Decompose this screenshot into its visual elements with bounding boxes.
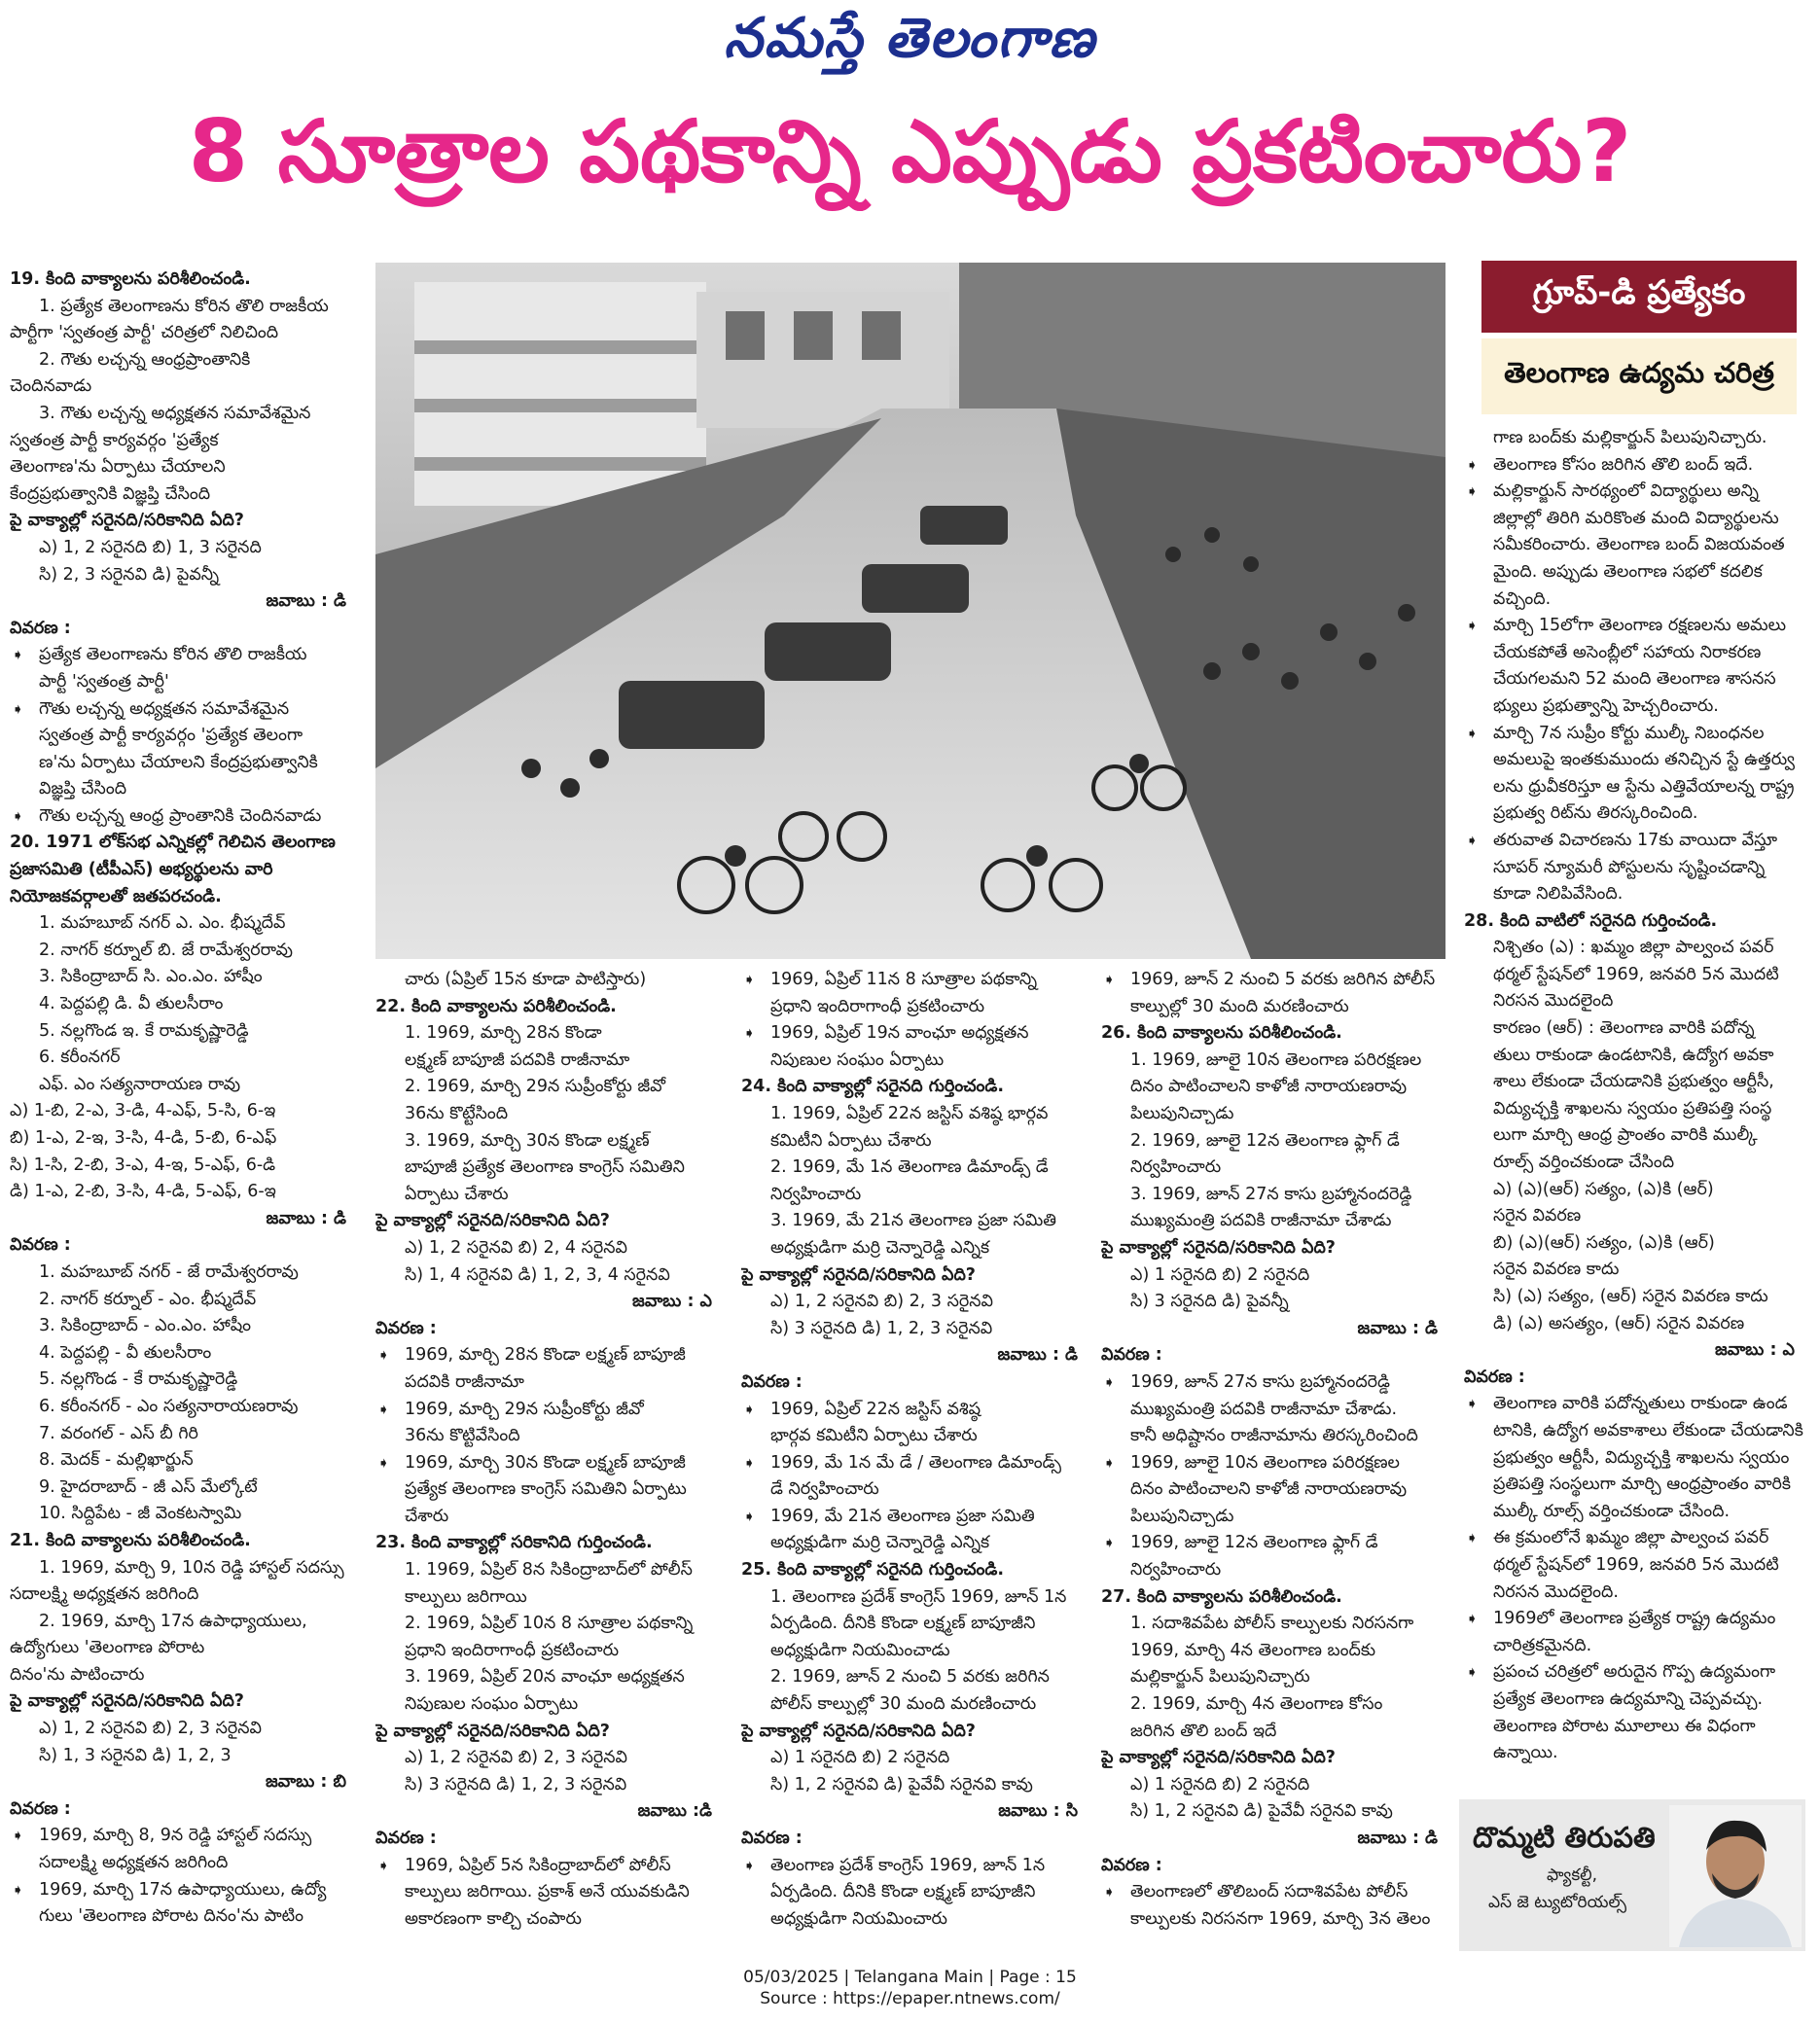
text-line: పై వాక్యాల్లో సరైనది/సరికానిది ఏది? (10, 1691, 244, 1712)
text-line: ➧ 1969, ఏప్రిల్ 11న 8 సూత్రాల పథకాన్ని (741, 967, 1093, 994)
text-line: 9. హైదరాబాద్ - జీ ఎస్ మేల్కోటే (39, 1476, 258, 1497)
text-line: ప్రజాసమితి (టీపీఎస్) అభ్యర్థులను వారి (10, 860, 273, 880)
text-line: 3. 1969, జూన్ 27న కాసు బ్రహ్మానందరెడ్డి (1130, 1184, 1412, 1204)
text-line: నియోజకవర్గాలతో జతపరచండి. (10, 886, 222, 906)
text-line: ఎ) 1 సరైనది బి) 2 సరైనది (770, 1748, 950, 1768)
text-line: అకారణంగా కాల్చి చంపారు (405, 1908, 582, 1929)
text-line: సమీకరించారు. తెలంగాణ బంద్ విజయవంత (1493, 535, 1785, 555)
text-line: 5. నల్లగొండ ఇ. కే రామకృష్ణారెడ్డి (39, 1020, 249, 1041)
text-line: జవాబు : డి (266, 1208, 346, 1228)
text-line: మల్లికార్జున్ పిలుపునిచ్చారు (1130, 1667, 1310, 1688)
text-line: ప్రతిపత్తి సంస్థలుగా మార్చి ఆంధ్రప్రాంతం వారికి (1493, 1474, 1792, 1495)
text-line: 2. 1969, జూలై 12న తెలంగాణ ఫ్లాగ్ డే (1130, 1130, 1400, 1151)
text-line: ఎ) 1, 2 సరైనవి బి) 2, 3 సరైనవి (405, 1748, 627, 1768)
text-line: అధ్యక్షుడిగా మర్రి చెన్నారెడ్డి ఎన్నిక (770, 1533, 990, 1553)
text-line: 2. 1969, మార్చి 29న సుప్రీంకోర్టు జీవో (405, 1077, 666, 1097)
text-line: 1969, మార్చి 4న తెలంగాణ బంద్‌కు (1130, 1640, 1376, 1660)
text-line: విజ్ఞప్తి చేసింది (39, 779, 127, 799)
text-line: తెలంగాణ'ను ఏర్పాటు చేయాలని (10, 457, 226, 478)
text-line: ➧ తెలంగాణ ప్రదేశ్ కాంగ్రెస్ 1969, జూన్ 1న (741, 1853, 1093, 1880)
text-line: 10. సిద్దిపేట - జీ వెంకటస్వామి (39, 1504, 242, 1524)
text-line: ➧ 1969, మార్చి 29న సుప్రీంకోర్టు జీవో (375, 1397, 728, 1424)
text-line: సదాలక్ష్మి అధ్యక్షతన జరిగింది (39, 1853, 229, 1873)
footer-source: Source : https://epaper.ntnews.com/ (760, 1989, 1060, 2008)
text-line: కాల్పులకు నిరసనగా 1969, మార్చి 3న తెలం (1130, 1908, 1431, 1929)
text-line: సరైన వివరణ కాదు (1493, 1260, 1620, 1280)
text-line: టానికి, ఉద్యోగ అవకాశాలు లేకుండా చేయడానికి (1493, 1420, 1803, 1440)
text-line: ➧ 1969, జూలై 12న తెలంగాణ ఫ్లాగ్ డే (1101, 1530, 1453, 1557)
text-line: ➧ 1969, జూన్ 2 నుంచి 5 వరకు జరిగిన పోలీస్ (1101, 967, 1453, 994)
text-line: 2. 1969, మార్చి 17న ఉపాధ్యాయులు, (39, 1611, 307, 1631)
text-line: 3. 1969, మే 21న తెలంగాణ ప్రజా సమితి (770, 1211, 1056, 1231)
text-line: 26. కింది వాక్యాలను పరిశీలించండి. (1101, 1023, 1342, 1044)
text-line: చారిత్రకమైనది. (1493, 1635, 1592, 1655)
headline: 8 సూత్రాల పథకాన్ని ఎప్పుడు ప్రకటించారు? (188, 101, 1632, 201)
text-line: బి) (ఎ)(ఆర్) సత్యం, (ఎ)కి (ఆర్) (1493, 1232, 1715, 1253)
text-line: వివరణ : (1101, 1855, 1162, 1875)
text-line: వచ్చింది. (1493, 588, 1552, 609)
text-line: గులు 'తెలంగాణ పోరాట దినం'ను పాటిం (39, 1906, 304, 1927)
text-line: తెలంగాణ పోరాట మూలాలు ఈ విధంగా (1493, 1716, 1756, 1736)
text-line: 3. 1969, ఏప్రిల్ 20న వాంఛూ అధ్యక్షతన (405, 1667, 685, 1688)
text-line: 22. కింది వాక్యాలను పరిశీలించండి. (375, 996, 617, 1016)
text-line: పై వాక్యాల్లో సరైనది/సరికానిది ఏది? (1101, 1237, 1336, 1258)
text-line: ఎ) 1, 2 సరైనది బి) 1, 3 సరైనది (39, 537, 262, 557)
text-line: చారు (ఏప్రిల్ 15న కూడా పాటిస్తారు) (405, 970, 647, 989)
text-line: ప్రభుత్వం ఆర్టీసీ, విద్యుచ్ఛక్తి శాఖలను స్వయం (1493, 1447, 1790, 1468)
text-line: 2. నాగర్ కర్నూల్ - ఎం. భీష్మదేవ్ (39, 1289, 257, 1309)
text-line: పై వాక్యాల్లో సరైనది/సరికానిది ఏది? (1101, 1748, 1336, 1768)
text-line: జవాబు : బి (266, 1772, 346, 1793)
text-line: చెందినవాడు (10, 376, 92, 397)
text-line: జవాబు :డి (637, 1801, 712, 1822)
text-line: ➧ 1969, మార్చి 8, 9న రెడ్డి హాస్టల్ సదస్సు (10, 1823, 362, 1850)
text-line: డి) 1-ఎ, 2-బి, 3-సి, 4-డి, 5-ఎఫ్, 6-ఇ (10, 1182, 276, 1202)
text-line: 1. 1969, జూలై 10న తెలంగాణ పరిరక్షణల (1130, 1049, 1422, 1070)
text-line: ణ'ను ఏర్పాటు చేయాలని కేంద్రప్రభుత్వానికి (39, 752, 318, 772)
text-line: నిశ్చితం (ఎ) : ఖమ్మం జిల్లా పాల్వంచ పవర్ (1493, 938, 1774, 958)
text-line: 23. కింది వాక్యాల్లో సరికానిది గుర్తించండి. (375, 1533, 653, 1553)
author-photo (1669, 1805, 1802, 1947)
text-line: 27. కింది వాక్యాలను పరిశీలించండి. (1101, 1586, 1342, 1607)
text-line: 2. నాగర్ కర్నూల్ బి. జే రామేశ్వరరావు (39, 940, 293, 960)
text-line: స్వతంత్ర పార్టీ కార్యవర్గం 'ప్రత్యేక (10, 430, 219, 450)
text-line: 1. మహబూబ్ నగర్ ఎ. ఎం. భీష్మదేవ్ (39, 913, 286, 934)
text-line: ఏర్పాటు చేశారు (405, 1184, 509, 1204)
text-line: ➧ 1969లో తెలంగాణ ప్రత్యేక రాష్ట్ర ఉద్యమం (1464, 1606, 1810, 1633)
text-line: ➧ మార్చి 7న సుప్రీం కోర్టు ముల్కీ నిబంధనల (1464, 721, 1810, 748)
text-line: 2. గౌతు లచ్చన్న ఆంధ్రప్రాంతానికి (39, 349, 251, 370)
text-line: లుగా మార్చి ఆంధ్ర ప్రాంతం వారికి ముల్కీ (1493, 1125, 1758, 1146)
text-line: సి) 2, 3 సరైనవి డి) పైవన్నీ (39, 564, 220, 585)
text-line: 28. కింది వాటిలో సరైనది గుర్తించండి. (1464, 910, 1718, 931)
text-line: ➧ తెలంగాణలో తొలిబంద్ సదాశివపేట పోలీస్ (1101, 1879, 1453, 1906)
text-line: ముఖ్యమంత్రి పదవికి రాజీనామా చేశాడు. (1130, 1399, 1398, 1419)
text-line: అధ్యక్షుడిగా మర్రి చెన్నారెడ్డి ఎన్నిక (770, 1237, 990, 1258)
text-line: 19. కింది వాక్యాలను పరిశీలించండి. (10, 269, 251, 289)
text-line: జవాబు : ఎ (1715, 1340, 1795, 1361)
text-line: నిర్వహించారు (1130, 1157, 1222, 1178)
text-line: బి) 1-ఎ, 2-ఇ, 3-సి, 4-డి, 5-బి, 6-ఎఫ్ (10, 1128, 277, 1148)
text-line: అధ్యక్షుడిగా నియమించారు (770, 1908, 947, 1929)
crowd-photo-illustration (375, 263, 1445, 959)
text-line: పార్టీగా 'స్వతంత్ర పార్టీ' చరిత్రలో నిలిచింది (10, 323, 279, 343)
text-line: నిర్వహించారు (770, 1184, 862, 1204)
text-line: ఉద్యోగులు 'తెలంగాణ పోరాట (10, 1638, 205, 1658)
text-line: 36ను కొట్టేసింది (405, 1103, 509, 1123)
text-line: నిర్వహించారు (1130, 1560, 1222, 1581)
text-line: 3. 1969, మార్చి 30న కొండా లక్ష్మణ్ (405, 1130, 650, 1151)
text-line: పై వాక్యాల్లో సరైనది/సరికానిది ఏది? (375, 1211, 610, 1231)
text-line: సి) (ఎ) సత్యం, (ఆర్) సరైన వివరణ కాదు (1493, 1287, 1768, 1306)
text-line: 7. వరంగల్ - ఎస్ బీ గిరి (39, 1423, 198, 1443)
text-line: సి) 1-సి, 2-బి, 3-ఎ, 4-ఇ, 5-ఎఫ్, 6-డి (10, 1155, 276, 1175)
text-line: భార్గవ కమిటీని ఏర్పాటు చేశారు (770, 1426, 978, 1446)
text-line: జరిగిన తొలి బంద్ ఇదే (1130, 1721, 1277, 1741)
text-line: ఎ) 1, 2 సరైనవి బి) 2, 4 సరైనవి (405, 1237, 627, 1258)
series-badge: తెలంగాణ ఉద్యమ చరిత్ర (1481, 338, 1797, 414)
text-line: థర్మల్ స్టేషన్‌లో 1969, జనవరి 5న మొదటి (1493, 964, 1779, 984)
text-line: 1. 1969, మార్చి 9, 10న రెడ్డి హాస్టల్ సదస్సు (39, 1557, 344, 1578)
text-line: పై వాక్యాల్లో సరైనది/సరికానిది ఏది? (741, 1721, 976, 1741)
text-line: 2. 1969, మార్చి 4న తెలంగాణ కోసం (1130, 1694, 1383, 1715)
text-line: పిలుపునిచ్చాడు (1130, 1506, 1234, 1526)
text-line: నిరసన మొదలైంది. (1493, 1581, 1619, 1602)
text-line: చేయకపోతే అసెంబ్లీలో సహాయ నిరాకరణ (1493, 642, 1762, 662)
text-line: 2. 1969, ఏప్రిల్ 10న 8 సూత్రాల పథకాన్ని (405, 1614, 694, 1634)
text-line: బాపూజీ ప్రత్యేక తెలంగాణ కాంగ్రెస్ సమితిని (405, 1157, 685, 1178)
text-line: ➧ గౌతు లచ్చన్న అధ్యక్షతన సమావేశమైన (10, 696, 362, 724)
text-line: 24. కింది వాక్యాల్లో సరైనది గుర్తించండి. (741, 1077, 1004, 1097)
text-line: నిపుణుల సంఘం ఏర్పాటు (770, 1049, 945, 1070)
text-line: 1. 1969, ఏప్రిల్ 8న సికింద్రాబాద్‌లో పోలీస్ (405, 1560, 693, 1581)
text-line: సి) 1, 2 సరైనవి డి) పైవేవీ సరైనవి కావు (770, 1774, 1033, 1794)
text-line: జవాబు : డి (1357, 1829, 1438, 1848)
text-line: శాలు లేకుండా చేయడానికి ప్రభుత్వం ఆర్టీసీ, (1493, 1072, 1774, 1092)
text-line: ➧ మార్చి 15లోగా తెలంగాణ రక్షణలను అమలు (1464, 613, 1810, 640)
text-line: వివరణ : (10, 1798, 71, 1819)
author-role: ఫ్యాకల్టీ, (1547, 1865, 1598, 1885)
text-line: వివరణ : (741, 1829, 803, 1848)
text-line: సి) 1, 2 సరైనవి డి) పైవేవీ సరైనవి కావు (1130, 1801, 1393, 1822)
text-line: ఏర్పడింది. దీనికి కొండా లక్ష్మణ్ బాపూజీని (770, 1882, 1036, 1902)
text-line: ప్రత్యేక తెలంగాణ కాంగ్రెస్ సమితిని ఏర్పాటు (405, 1479, 687, 1500)
text-line: ఉన్నాయి. (1493, 1743, 1558, 1763)
text-line: జవాబు : సి (998, 1801, 1078, 1822)
text-line: 25. కింది వాక్యాల్లో సరైనది గుర్తించండి. (741, 1560, 1004, 1581)
text-line: 1. 1969, ఏప్రిల్ 22న జస్టిస్ వశిష్ఠ భార్గవ (770, 1103, 1049, 1123)
text-line: ఏర్పడింది. దీనికి కొండా లక్ష్మణ్ బాపూజీని (770, 1614, 1036, 1634)
author-org: ఎస్ జె ట్యుటోరియల్స్ (1488, 1893, 1627, 1912)
text-line: కమిటీని ఏర్పాటు చేశారు (770, 1130, 932, 1151)
text-line: ➧ తెలంగాణ కోసం జరిగిన తొలి బంద్ ఇదే. (1464, 452, 1810, 480)
text-line: 1. మహబూబ్ నగర్ - జే రామేశ్వరరావు (39, 1261, 299, 1282)
text-line: కేంద్రప్రభుత్వానికి విజ్ఞప్తి చేసింది (10, 483, 211, 504)
text-line: ➧ 1969, మార్చి 17న ఉపాధ్యాయులు, ఉద్యో (10, 1877, 362, 1904)
text-line: 3. సికింద్రాబాద్ సి. ఎం.ఎం. హాషీం (39, 967, 263, 987)
text-line: లక్ష్మణ్ బాపూజీ పదవికి రాజీనామా (405, 1049, 630, 1070)
text-line: 36ను కొట్టివేసింది (405, 1426, 520, 1446)
text-line: తులు రాకుండా ఉండటానికి, ఉద్యోగ అవకా (1493, 1045, 1774, 1065)
text-line: పోలీస్ కాల్పుల్లో 30 మంది మరణించారు (770, 1694, 1037, 1715)
text-line: ముల్కీ రూల్స్ వర్తించకుండా చేసింది. (1493, 1501, 1731, 1521)
text-line: ➧ 1969, జూలై 10న తెలంగాణ పరిరక్షణల (1101, 1450, 1453, 1477)
text-line: ➧ 1969, మే 1న మే డే / తెలంగాణ డిమాండ్స్ (741, 1450, 1093, 1477)
text-line: వివరణ : (1101, 1345, 1162, 1366)
text-line: 3. గౌతు లచ్చన్న అధ్యక్షతన సమావేశమైన (39, 403, 311, 423)
text-line: వివరణ : (375, 1318, 437, 1338)
text-line: 2. 1969, మే 1న తెలంగాణ డిమాండ్స్ డే (770, 1157, 1049, 1178)
text-line: ➧ 1969, ఏప్రిల్ 22న జస్టిస్ వశిష్ఠ (741, 1397, 1093, 1424)
text-line: ప్రత్యేక తెలంగాణ ఉద్యమాన్ని చెప్పవచ్చు. (1493, 1688, 1764, 1709)
text-line: పదవికి రాజీనామా (405, 1371, 524, 1392)
text-line: ➧ మల్లికార్జున్ సారథ్యంలో విద్యార్థులు అన్ని (1464, 479, 1810, 506)
author-box (1459, 1799, 1805, 1951)
text-line: నిరసన మొదలైంది (1493, 991, 1614, 1012)
text-line: ➧ తరువాత విచారణను 17కు వాయిదా వేస్తూ (1464, 828, 1810, 855)
text-line: చేయగలమని 52 మంది తెలంగాణ శాసనస (1493, 669, 1776, 690)
text-line: వివరణ : (741, 1371, 803, 1392)
special-badge: గ్రూప్-డి ప్రత్యేకం (1481, 261, 1797, 333)
text-line: లను ధ్రువీకరిస్తూ ఆ స్టేను ఎత్తివేయాలన్న రాష్ట్ర (1493, 776, 1795, 797)
text-line: చేశారు (405, 1506, 449, 1526)
text-line: సి) 3 సరైనది డి) పైవన్నీ (1130, 1292, 1289, 1312)
text-line: 20. 1971 లోక్‌సభ ఎన్నికల్లో గెలిచిన తెలంగాణ (10, 833, 336, 853)
masthead-logo: నమస్తే తెలంగాణ (724, 6, 1096, 70)
text-line: పిలుపునిచ్చాడు (1130, 1103, 1234, 1123)
text-line: దినం పాటించాలని కాళోజీ నారాయణరావు (1130, 1479, 1408, 1500)
text-line: మైంది. అప్పుడు తెలంగాణ సభలో కదలిక (1493, 561, 1763, 582)
text-line: కాల్పుల్లో 30 మంది మరణించారు (1130, 996, 1349, 1016)
text-line: 1. తెలంగాణ ప్రదేశ్ కాంగ్రెస్ 1969, జూన్ 1న (770, 1586, 1067, 1607)
text-line: సి) 3 సరైనది డి) 1, 2, 3 సరైనవి (770, 1318, 993, 1338)
text-line: ➧ ప్రత్యేక తెలంగాణను కోరిన తొలి రాజకీయ (10, 642, 362, 669)
text-line: 5. నల్లగొండ - కే రామకృష్ణారెడ్డి (39, 1369, 238, 1390)
text-line: 1. ప్రత్యేక తెలంగాణను కోరిన తొలి రాజకీయ (39, 296, 329, 316)
text-line: పార్టీ 'స్వతంత్ర పార్టీ' (39, 671, 169, 692)
text-line: దినం పాటించాలని కాళోజీ నారాయణరావు (1130, 1077, 1408, 1097)
text-line: ఎ) 1, 2 సరైనవి బి) 2, 3 సరైనవి (770, 1292, 993, 1312)
text-line: ➧ 1969, జూన్ 27న కాసు బ్రహ్మానందరెడ్డి (1101, 1369, 1453, 1397)
text-line: 3. సికింద్రాబాద్ - ఎం.ఎం. హాషీం (39, 1316, 252, 1336)
article-column-1 (10, 266, 362, 1947)
text-line: జవాబు : డి (266, 591, 346, 612)
text-line: 8. మెదక్ - మల్లిఖార్జున్ (39, 1450, 194, 1471)
author-name: దొమ్మటి తిరుపతి (1473, 1821, 1656, 1854)
text-line: 2. 1969, జూన్ 2 నుంచి 5 వరకు జరిగిన (770, 1667, 1050, 1688)
footer-edition: 05/03/2025 | Telangana Main | Page : 15 (743, 1968, 1077, 1987)
text-line: సి) 3 సరైనది డి) 1, 2, 3 సరైనవి (405, 1774, 627, 1794)
text-line: 4. పెద్దపల్లి డి. వీ తులసీరాం (39, 994, 224, 1014)
text-line: నిపుణుల సంఘం ఏర్పాటు (405, 1694, 579, 1715)
text-line: ➧ ప్రపంచ చరిత్రలో అరుదైన గొప్ప ఉద్యమంగా (1464, 1659, 1810, 1687)
text-line: సదాలక్ష్మి అధ్యక్షతన జరిగింది (10, 1584, 199, 1605)
text-line: కానీ అధిష్టానం రాజీనామాను తిరస్కరించింది (1130, 1426, 1418, 1446)
article-column-2 (375, 967, 728, 1947)
text-line: దినం'ను పాటించారు (10, 1664, 145, 1685)
text-line: 4. పెద్దపల్లి - వీ తులసీరాం (39, 1342, 212, 1363)
article-column-4 (1101, 967, 1453, 1947)
text-line: ➧ తెలంగాణ వారికి పదోన్నతులు రాకుండా ఉండ (1464, 1391, 1810, 1418)
text-line: కూడా నిలిపివేసింది. (1493, 884, 1624, 905)
text-line: వివరణ : (10, 618, 71, 638)
text-line: వివరణ : (10, 1235, 71, 1256)
page-footer (0, 1967, 1820, 2009)
text-line: 21. కింది వాక్యాలను పరిశీలించండి. (10, 1530, 251, 1550)
text-line: సరైన వివరణ (1493, 1206, 1582, 1226)
text-line: సూపర్ న్యూమరీ పోస్టులను సృష్టించడాన్ని (1493, 857, 1766, 877)
article-column-3 (741, 967, 1093, 1947)
text-line: ➧ 1969, మార్చి 28న కొండా లక్ష్మణ్ బాపూజీ (375, 1342, 728, 1369)
text-line: కారణం (ఆర్) : తెలంగాణ వారికి పదోన్న (1493, 1018, 1755, 1039)
text-line: ఎ) (ఎ)(ఆర్) సత్యం, (ఎ)కి (ఆర్) (1493, 1179, 1714, 1199)
text-line: ప్రభుత్వ రిట్‌ను తిరస్కరించింది. (1493, 803, 1698, 824)
text-line: కాల్పులు జరిగాయి. ప్రకాశ్ అనే యువకుడిని (405, 1882, 690, 1902)
text-line: విద్యుచ్ఛక్తి శాఖలను స్వయం ప్రతిపత్తి సంస్థ (1493, 1098, 1772, 1119)
article-column-5 (1464, 425, 1810, 1789)
text-line: జిల్లాల్లో తిరిగి మరికొంత మంది విద్యార్థులను (1493, 508, 1779, 528)
text-line: ఎఫ్. ఎం సత్యనారాయణ రావు (39, 1074, 241, 1094)
text-line: ➧ గౌతు లచ్చన్న ఆంధ్ర ప్రాంతానికి చెందినవాడు (10, 803, 362, 831)
text-line: ముఖ్యమంత్రి పదవికి రాజీనామా చేశాడు (1130, 1211, 1392, 1231)
text-line: భ్యులు ప్రభుత్వాన్ని హెచ్చరించారు. (1493, 695, 1719, 716)
text-line: జవాబు : డి (1357, 1318, 1438, 1338)
text-line: 6. కరీంనగర్ (39, 1048, 121, 1068)
text-line: ➧ 1969, మే 21న తెలంగాణ ప్రజా సమితి (741, 1504, 1093, 1531)
text-line: పై వాక్యాల్లో సరైనది/సరికానిది ఏది? (741, 1264, 976, 1285)
text-line: 6. కరీంనగర్ - ఎం సత్యనారాయణరావు (39, 1396, 299, 1416)
text-line: ఎ) 1 సరైనది బి) 2 సరైనది (1130, 1264, 1310, 1285)
text-line: స్వతంత్ర పార్టీ కార్యవర్గం 'ప్రత్యేక తెలంగా (39, 726, 303, 746)
text-line: అమలుపై ఇంతకుముందు తనిచ్చిన స్టే ఉత్తర్వు (1493, 750, 1795, 770)
text-line: పై వాక్యాల్లో సరైనది/సరికానిది ఏది? (375, 1721, 610, 1741)
text-line: అధ్యక్షుడిగా నియమించాడు (770, 1640, 950, 1660)
text-line: ఎ) 1-బి, 2-ఎ, 3-డి, 4-ఎఫ్, 5-సి, 6-ఇ (10, 1101, 276, 1121)
text-line: ఎ) 1, 2 సరైనవి బి) 2, 3 సరైనవి (39, 1719, 262, 1739)
text-line: సి) 1, 3 సరైనవి డి) 1, 2, 3 (39, 1745, 232, 1765)
text-line: ➧ 1969, మార్చి 30న కొండా లక్ష్మణ్ బాపూజీ (375, 1450, 728, 1477)
text-line: ప్రధాని ఇందిరాగాంధీ ప్రకటించారు (770, 996, 985, 1016)
text-line: కాల్పులు జరిగాయి (405, 1586, 527, 1607)
text-line: రూల్స్ వర్తించకుండా చేసింది (1493, 1153, 1675, 1173)
text-line: జవాబు : డి (997, 1345, 1078, 1366)
text-line: ➧ 1969, ఏప్రిల్ 5న సికింద్రాబాద్‌లో పోలీస్ (375, 1853, 728, 1880)
text-line: 1. సదాశివపేట పోలీస్ కాల్పులకు నిరసనగా (1130, 1614, 1414, 1634)
text-line: ➧ ఈ క్రమంలోనే ఖమ్మం జిల్లా పాల్వంచ పవర్ (1464, 1525, 1810, 1552)
text-line: డే నిర్వహించారు (770, 1479, 879, 1500)
text-line: సి) 1, 4 సరైనవి డి) 1, 2, 3, 4 సరైనవి (405, 1264, 670, 1285)
text-line: గాణ బంద్‌కు మల్లికార్జున్ పిలుపునిచ్చారు. (1493, 428, 1767, 447)
text-line: వివరణ : (1464, 1367, 1525, 1387)
text-line: వివరణ : (375, 1829, 437, 1848)
text-line: ఎ) 1 సరైనది బి) 2 సరైనది (1130, 1774, 1310, 1794)
text-line: ప్రధాని ఇందిరాగాంధీ ప్రకటించారు (405, 1640, 620, 1660)
text-line: పై వాక్యాల్లో సరైనది/సరికానిది ఏది? (10, 511, 244, 531)
text-line: డి) (ఎ) అసత్యం, (ఆర్) సరైన వివరణ (1493, 1313, 1745, 1333)
text-line: 1. 1969, మార్చి 28న కొండా (405, 1023, 602, 1044)
text-line: జవాబు : ఎ (632, 1292, 712, 1312)
text-line: ➧ 1969, ఏప్రిల్ 19న వాంఛూ అధ్యక్షతన (741, 1020, 1093, 1048)
protest-photo (375, 263, 1445, 959)
text-line: థర్మల్ స్టేషన్‌లో 1969, జనవరి 5న మొదటి (1493, 1554, 1779, 1575)
